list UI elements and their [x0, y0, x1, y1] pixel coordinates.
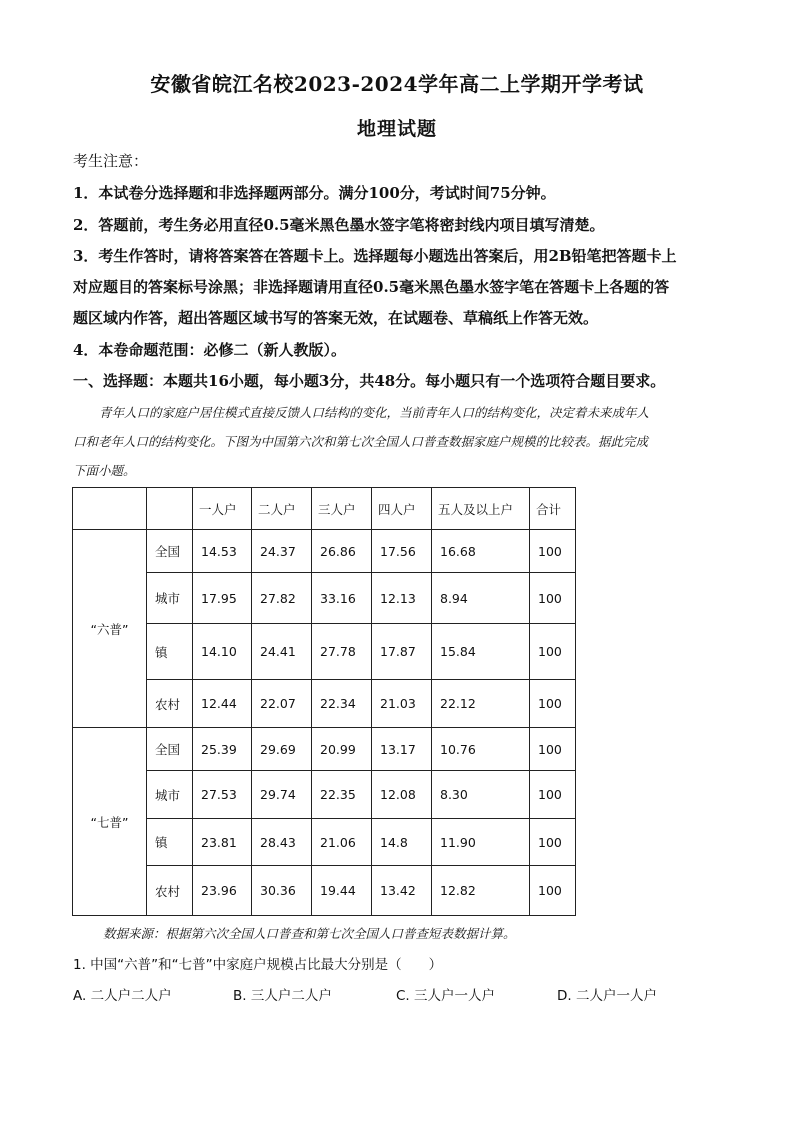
header-cell: 四人户	[372, 488, 432, 530]
notice-heading: 考生注意：	[73, 152, 149, 170]
value-cell: 100	[530, 819, 576, 866]
notice-item-2: 2．答题前，考生务必用直径0.5毫米黑色墨水签字笔将密封线内项目填写清楚。	[73, 216, 605, 234]
value-cell: 25.39	[193, 728, 252, 771]
value-cell: 100	[530, 573, 576, 624]
value-cell: 14.10	[193, 624, 252, 680]
value-cell: 16.68	[432, 530, 530, 573]
table-source-note: 数据来源：根据第六次全国人口普查和第七次全国人口普查短表数据计算。	[103, 926, 516, 941]
header-cell: 合计	[530, 488, 576, 530]
exam-subtitle: 地理试题	[356, 118, 437, 140]
region-cell: 全国	[147, 728, 193, 771]
value-cell: 100	[530, 728, 576, 771]
intro-line-1: 青年人口的家庭户居住模式直接反馈人口结构的变化，当前青年人口的结构变化，决定着未来成年人	[99, 405, 650, 420]
value-cell: 100	[530, 680, 576, 728]
table-row	[73, 680, 576, 728]
table-row	[73, 819, 576, 866]
value-cell: 26.86	[312, 530, 372, 573]
notice-item-4: 4．本卷命题范围：必修二（新人教版）。	[73, 341, 346, 359]
intro-paragraph	[73, 398, 721, 485]
value-cell: 30.36	[252, 866, 312, 916]
value-cell: 21.06	[312, 819, 372, 866]
question-1-option-d[interactable]: D. 二人户一人户	[557, 988, 657, 1004]
value-cell: 100	[530, 624, 576, 680]
region-cell: 镇	[147, 624, 193, 680]
region-cell: 城市	[147, 573, 193, 624]
value-cell: 28.43	[252, 819, 312, 866]
value-cell: 24.37	[252, 530, 312, 573]
value-cell: 11.90	[432, 819, 530, 866]
value-cell: 17.87	[372, 624, 432, 680]
exam-title: 安徽省皖江名校2023-2024学年高二上学期开学考试	[150, 72, 644, 96]
value-cell: 27.82	[252, 573, 312, 624]
question-1-stem: 1. 中国“六普”和“七普”中家庭户规模占比最大分别是（ ）	[73, 957, 443, 973]
header-cell: 一人户	[193, 488, 252, 530]
region-cell: 农村	[147, 680, 193, 728]
group-label-liupu: “六普”	[73, 530, 147, 728]
header-cell	[147, 488, 193, 530]
value-cell: 8.94	[432, 573, 530, 624]
value-cell: 22.34	[312, 680, 372, 728]
table-row	[73, 624, 576, 680]
value-cell: 15.84	[432, 624, 530, 680]
value-cell: 17.95	[193, 573, 252, 624]
value-cell: 22.12	[432, 680, 530, 728]
value-cell: 12.13	[372, 573, 432, 624]
value-cell: 27.78	[312, 624, 372, 680]
value-cell: 29.69	[252, 728, 312, 771]
value-cell: 100	[530, 530, 576, 573]
value-cell: 12.08	[372, 771, 432, 819]
value-cell: 23.81	[193, 819, 252, 866]
value-cell: 24.41	[252, 624, 312, 680]
value-cell: 13.17	[372, 728, 432, 771]
value-cell: 22.07	[252, 680, 312, 728]
header-cell: 三人户	[312, 488, 372, 530]
value-cell: 19.44	[312, 866, 372, 916]
notice-item-3-cont-2: 题区域内作答，超出答题区域书写的答案无效，在试题卷、草稿纸上作答无效。	[73, 309, 599, 327]
household-size-table	[72, 487, 576, 916]
value-cell: 12.82	[432, 866, 530, 916]
header-cell	[73, 488, 147, 530]
region-cell: 农村	[147, 866, 193, 916]
region-cell: 镇	[147, 819, 193, 866]
question-1-option-b[interactable]: B. 三人户二人户	[233, 988, 332, 1004]
header-cell: 二人户	[252, 488, 312, 530]
value-cell: 23.96	[193, 866, 252, 916]
value-cell: 100	[530, 866, 576, 916]
value-cell: 27.53	[193, 771, 252, 819]
notice-item-1: 1．本试卷分选择题和非选择题两部分。满分100分，考试时间75分钟。	[73, 184, 556, 202]
section-heading: 一、选择题：本题共16小题，每小题3分，共48分。每小题只有一个选项符合题目要求。	[73, 372, 666, 390]
region-cell: 全国	[147, 530, 193, 573]
table-row	[73, 866, 576, 916]
question-1-option-a[interactable]: A. 二人户二人户	[73, 988, 172, 1004]
value-cell: 33.16	[312, 573, 372, 624]
notice-item-3-cont-1: 对应题目的答案标号涂黑；非选择题请用直径0.5毫米黑色墨水签字笔在答题卡上各题的答	[73, 278, 670, 296]
table-row	[73, 771, 576, 819]
question-1-option-c[interactable]: C. 三人户一人户	[396, 988, 496, 1004]
value-cell: 21.03	[372, 680, 432, 728]
table-row	[73, 573, 576, 624]
value-cell: 17.56	[372, 530, 432, 573]
table-row	[73, 728, 576, 771]
intro-line-2: 口和老年人口的结构变化。下图为中国第六次和第七次全国人口普查数据家庭户规模的比较表。据此完成	[73, 434, 649, 449]
value-cell: 13.42	[372, 866, 432, 916]
value-cell: 12.44	[193, 680, 252, 728]
value-cell: 8.30	[432, 771, 530, 819]
notice-item-3: 3．考生作答时，请将答案答在答题卡上。选择题每小题选出答案后，用2B铅笔把答题卡上	[73, 247, 677, 265]
value-cell: 14.53	[193, 530, 252, 573]
region-cell: 城市	[147, 771, 193, 819]
value-cell: 22.35	[312, 771, 372, 819]
header-cell: 五人及以上户	[432, 488, 530, 530]
value-cell: 10.76	[432, 728, 530, 771]
intro-line-3: 下面小题。	[73, 463, 136, 478]
group-label-qipu: “七普”	[73, 728, 147, 916]
value-cell: 29.74	[252, 771, 312, 819]
table-header-row	[73, 488, 576, 530]
table-row	[73, 530, 576, 573]
value-cell: 14.8	[372, 819, 432, 866]
value-cell: 100	[530, 771, 576, 819]
value-cell: 20.99	[312, 728, 372, 771]
